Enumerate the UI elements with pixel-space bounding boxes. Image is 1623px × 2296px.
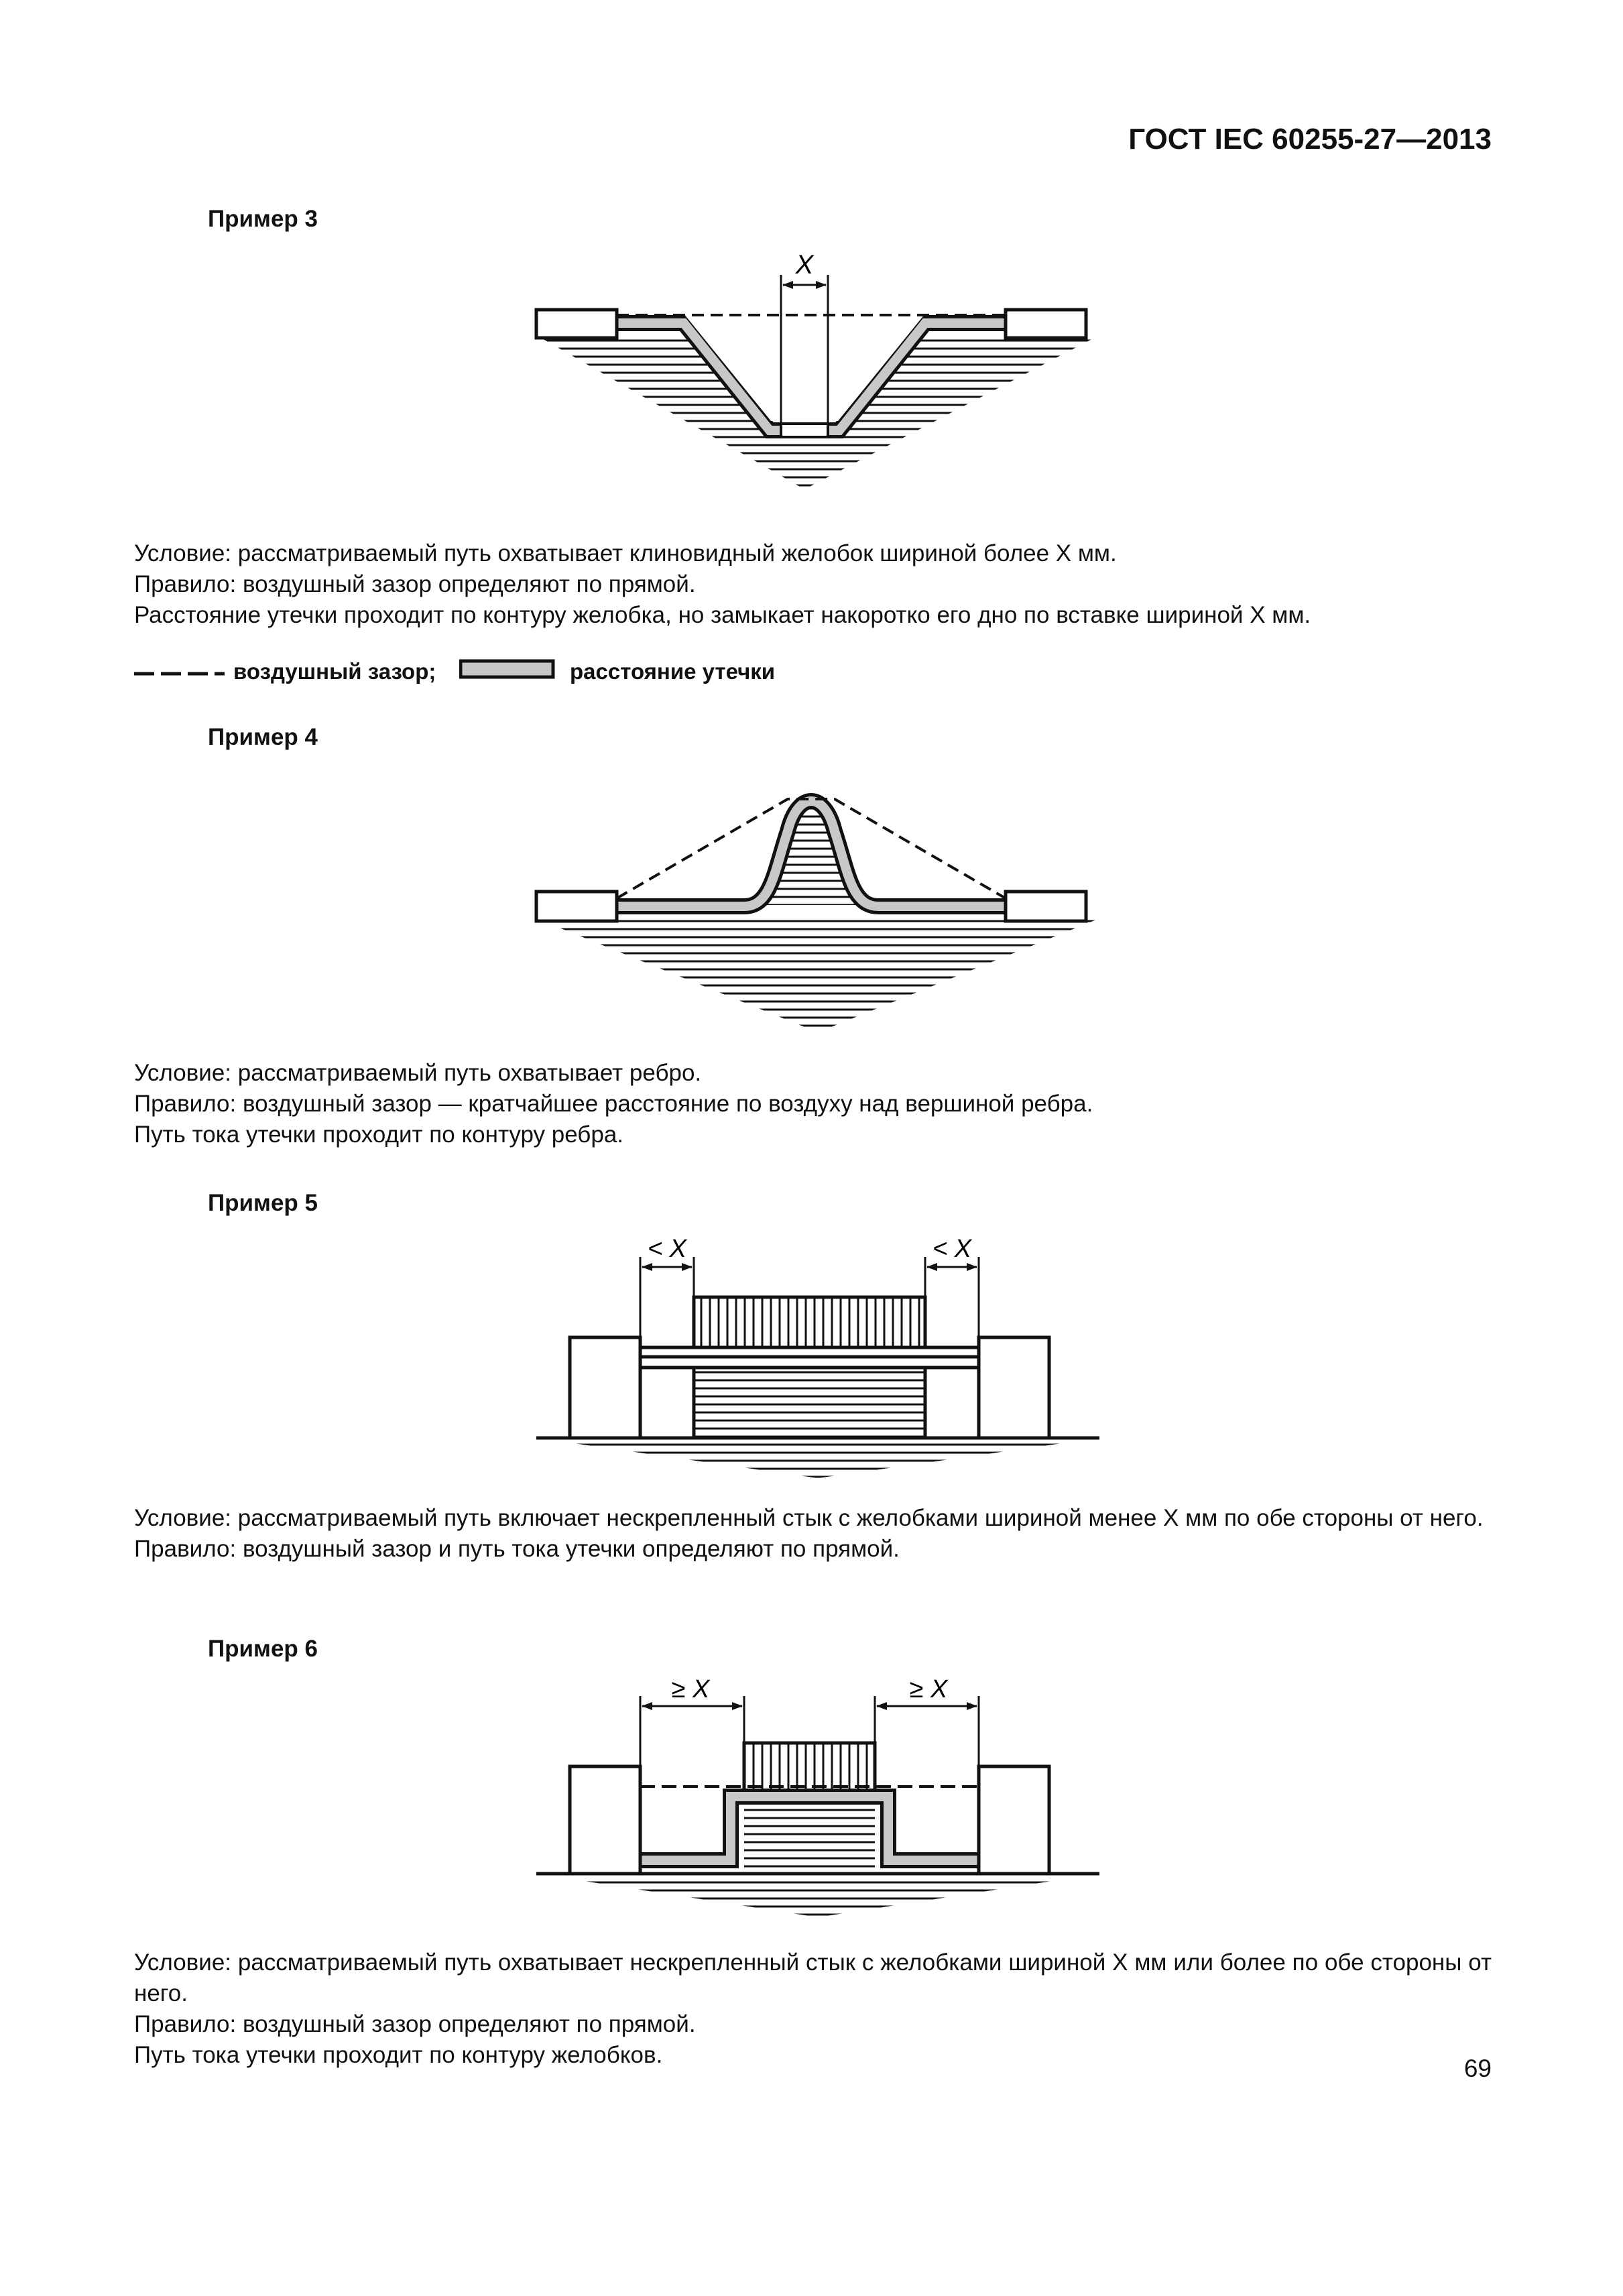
example-4-line-1: Условие: рассматриваемый путь охватывает ребро. xyxy=(134,1060,702,1086)
example-3-text xyxy=(134,538,1492,631)
legend-creepage-label: расстояние утечки xyxy=(570,659,776,684)
base-body xyxy=(536,1438,1099,1478)
example-5-line-1: Условие: рассматриваемый путь включает нескрепленный стык с желобками шириной менее X мм по обе стороны от него. xyxy=(134,1505,1484,1531)
upper-block xyxy=(694,1297,925,1347)
label-left: ≥ X xyxy=(671,1675,710,1703)
insert xyxy=(781,424,828,437)
part-left xyxy=(536,310,617,338)
example-3-title: Пример 3 xyxy=(208,206,318,232)
example-4-figure xyxy=(523,764,1113,1046)
part-right xyxy=(1006,892,1086,921)
page-number: 69 xyxy=(1463,2055,1492,2082)
example-4-title: Пример 4 xyxy=(208,724,318,750)
groove-block-right xyxy=(925,1368,979,1438)
example-6-line-3: Путь тока утечки проходит по контуру желобков. xyxy=(134,2042,663,2068)
part-left xyxy=(536,892,617,921)
example-5-title: Пример 5 xyxy=(208,1190,318,1216)
label-left: < X xyxy=(647,1235,687,1263)
example-5-figure xyxy=(523,1223,1113,1485)
example-5-line-2: Правило: воздушный зазор и путь тока утечки определяют по прямой. xyxy=(134,1536,900,1562)
label-right: < X xyxy=(932,1235,972,1263)
example-6-text xyxy=(134,1947,1492,2071)
legend xyxy=(134,654,939,694)
example-3-figure xyxy=(523,248,1113,516)
example-6-line-2: Правило: воздушный зазор определяют по прямой. xyxy=(134,2011,696,2037)
label-x: X xyxy=(795,250,814,280)
example-6-line-1: Условие: рассматриваемый путь охватывает нескрепленный стык с желобками шириной X мм или более по обе стороны от него. xyxy=(134,1949,1492,2006)
legend-air-gap-label: воздушный зазор; xyxy=(233,659,436,684)
example-3-line-2: Правило: воздушный зазор определяют по прямой. xyxy=(134,571,696,597)
example-6-figure xyxy=(523,1669,1113,1931)
example-6-title: Пример 6 xyxy=(208,1636,318,1662)
base-body xyxy=(536,1874,1099,1917)
example-3-line-1: Условие: рассматриваемый путь охватывает клиновидный желобок шириной более X мм. xyxy=(134,540,1117,566)
part-right xyxy=(979,1766,1049,1874)
example-4-line-2: Правило: воздушный зазор — кратчайшее расстояние по воздуху над вершиной ребра. xyxy=(134,1091,1093,1117)
example-4-line-3: Путь тока утечки проходит по контуру ребра. xyxy=(134,1122,624,1148)
part-left xyxy=(570,1337,640,1438)
example-5-text xyxy=(134,1503,1492,1565)
part-right xyxy=(1006,310,1086,338)
document-header: ГОСТ IEC 60255-27—2013 xyxy=(1128,123,1492,156)
example-4-text xyxy=(134,1058,1492,1150)
rib-body xyxy=(536,918,1099,1032)
upper-block xyxy=(744,1743,875,1791)
part-right xyxy=(979,1337,1049,1438)
example-3-line-3: Расстояние утечки проходит по контуру желобка, но замыкает накоротко его дно по вставке шириной X мм. xyxy=(134,602,1311,628)
legend-creepage-icon xyxy=(459,657,556,684)
part-left xyxy=(570,1766,640,1874)
label-right: ≥ X xyxy=(909,1675,948,1703)
groove-block-left xyxy=(640,1368,694,1438)
legend-air-gap-icon xyxy=(134,660,228,687)
